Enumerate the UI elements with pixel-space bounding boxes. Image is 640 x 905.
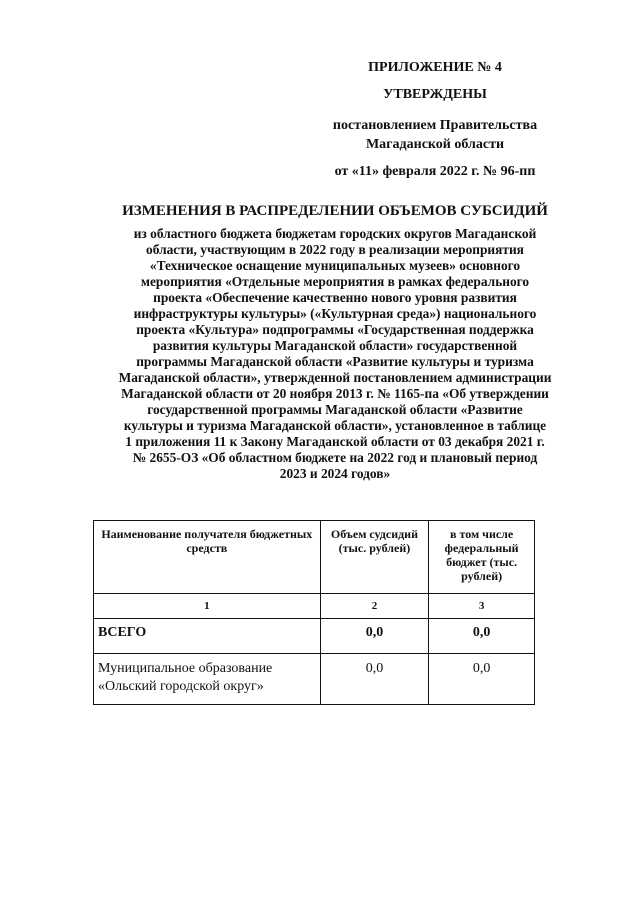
header-recipient: Наименование получателя бюджетных средств — [94, 521, 321, 594]
recipient-name-line: Муниципальное образование — [98, 661, 273, 676]
appendix-number: ПРИЛОЖЕНИЕ № 4 — [368, 60, 502, 75]
decree-date: от «11» февраля 2022 г. № 96-пп — [334, 164, 536, 179]
subtitle-line: области, участвующим в 2022 году в реализации мероприятия — [146, 242, 524, 257]
column-number: 3 — [429, 594, 535, 619]
decree-line-1: постановлением Правительства — [332, 118, 538, 133]
column-number: 2 — [320, 594, 429, 619]
subtitle-line: культуры и туризма Магаданской области», установленное в таблице — [123, 418, 547, 433]
subtitle-line: № 2655-ОЗ «Об областном бюджете на 2022 год и плановый период — [132, 450, 538, 465]
subtitle-line: Магаданской области», утвержденной постановлением администрации — [118, 370, 552, 385]
decree-line-2: Магаданской области — [365, 137, 505, 152]
table-row — [94, 654, 535, 705]
recipient-subsidy: 0,0 — [320, 654, 429, 705]
header-federal-budget: в том числе федеральный бюджет (тыс. рублей) — [429, 521, 535, 594]
recipient-name — [94, 654, 321, 705]
recipient-name-line: «Ольский городской округ» — [98, 679, 264, 694]
recipient-federal: 0,0 — [429, 654, 535, 705]
decree-reference — [300, 116, 570, 154]
total-row — [94, 619, 535, 654]
document-subtitle — [90, 226, 580, 482]
subtitle-line: мероприятия «Отдельные мероприятия в рамках федерального — [140, 274, 530, 289]
total-subsidy: 0,0 — [320, 619, 429, 654]
approval-header — [300, 60, 570, 180]
table-header-row — [94, 521, 535, 594]
approved-label: УТВЕРЖДЕНЫ — [383, 87, 487, 102]
subtitle-line: 2023 и 2024 годов» — [279, 466, 391, 481]
document-title: ИЗМЕНЕНИЯ В РАСПРЕДЕЛЕНИИ ОБЪЕМОВ СУБСИДИЙ — [122, 203, 548, 219]
total-federal: 0,0 — [429, 619, 535, 654]
subtitle-line: программы Магаданской области «Развитие культуры и туризма — [136, 354, 534, 369]
subtitle-line: «Техническое оснащение муниципальных музеев» основного — [149, 258, 521, 273]
subtitle-line: инфраструктуры культуры» («Культурная среда») национального — [133, 306, 537, 321]
subtitle-line: государственной программы Магаданской области «Развитие — [147, 402, 523, 417]
subtitle-line: Магаданской области от 20 ноября 2013 г. № 1165-па «Об утверждении — [121, 386, 549, 401]
total-label: ВСЕГО — [94, 619, 321, 654]
subtitle-line: проекта «Культура» подпрограммы «Государственная поддержка — [136, 322, 534, 337]
subtitle-line: развития культуры Магаданской области» государственной — [152, 338, 518, 353]
subsidy-table — [93, 520, 535, 705]
column-number: 1 — [94, 594, 321, 619]
column-number-row — [94, 594, 535, 619]
subtitle-line: из областного бюджета бюджетам городских округов Магаданской — [133, 226, 537, 241]
subtitle-line: проекта «Обеспечение качественно нового уровня развития — [153, 290, 517, 305]
subtitle-line: 1 приложения 11 к Закону Магаданской области от 03 декабря 2021 г. — [125, 434, 545, 449]
header-subsidy-volume: Объем судсидий (тыс. рублей) — [320, 521, 429, 594]
